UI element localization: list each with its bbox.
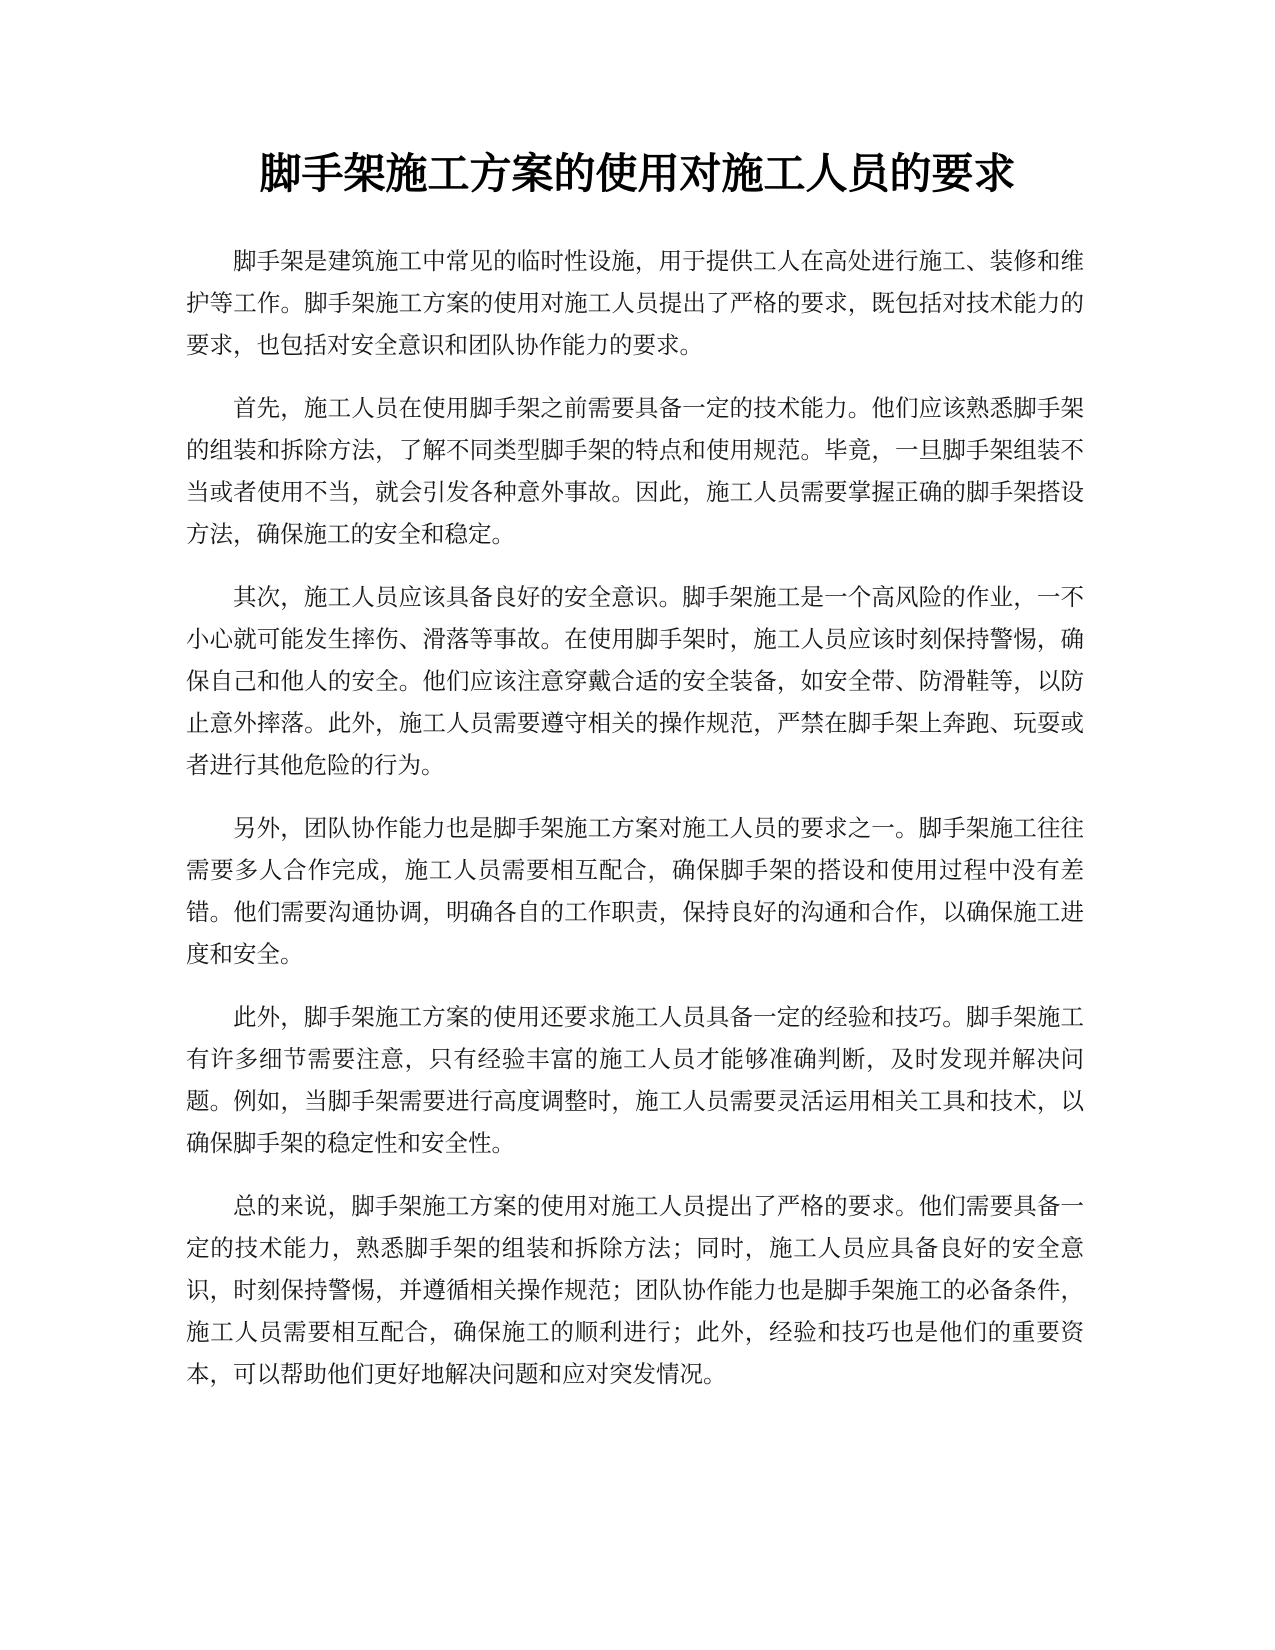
paragraph-2: 首先，施工人员在使用脚手架之前需要具备一定的技术能力。他们应该熟悉脚手架的组装和拆除方法，了解不同类型脚手架的特点和使用规范。毕竟，一旦脚手架组装不当或者使用不当，就会引发各种意外事故。因此，施工人员需要掌握正确的脚手架搭设方法，确保施工的安全和稳定。 bbox=[186, 394, 1084, 548]
paragraph-1: 脚手架是建筑施工中常见的临时性设施，用于提供工人在高处进行施工、装修和维护等工作。脚手架施工方案的使用对施工人员提出了严格的要求，既包括对技术能力的要求，也包括对安全意识和团队协作能力的要求。 bbox=[186, 247, 1084, 359]
document-body bbox=[186, 240, 1084, 1416]
paragraph-3: 其次，施工人员应该具备良好的安全意识。脚手架施工是一个高风险的作业，一不小心就可能发生摔伤、滑落等事故。在使用脚手架时，施工人员应该时刻保持警惕，确保自己和他人的安全。他们应该注意穿戴合适的安全装备，如安全带、防滑鞋等，以防止意外摔落。此外，施工人员需要遵守相关的操作规范，严禁在脚手架上奔跑、玩耍或者进行其他危险的行为。 bbox=[186, 583, 1084, 779]
document-title: 脚手架施工方案的使用对施工人员的要求 bbox=[259, 149, 1016, 198]
paragraph-4: 另外，团队协作能力也是脚手架施工方案对施工人员的要求之一。脚手架施工往往需要多人合作完成，施工人员需要相互配合，确保脚手架的搭设和使用过程中没有差错。他们需要沟通协调，明确各自的工作职责，保持良好的沟通和合作，以确保施工进度和安全。 bbox=[186, 814, 1084, 968]
paragraph-5: 此外，脚手架施工方案的使用还要求施工人员具备一定的经验和技巧。脚手架施工有许多细节需要注意，只有经验丰富的施工人员才能够准确判断，及时发现并解决问题。例如，当脚手架需要进行高度调整时，施工人员需要灵活运用相关工具和技术，以确保脚手架的稳定性和安全性。 bbox=[186, 1003, 1084, 1157]
paragraph-6: 总的来说，脚手架施工方案的使用对施工人员提出了严格的要求。他们需要具备一定的技术能力，熟悉脚手架的组装和拆除方法；同时，施工人员应具备良好的安全意识，时刻保持警惕，并遵循相关操作规范；团队协作能力也是脚手架施工的必备条件，施工人员需要相互配合，确保施工的顺利进行；此外，经验和技巧也是他们的重要资本，可以帮助他们更好地解决问题和应对突发情况。 bbox=[186, 1192, 1084, 1388]
